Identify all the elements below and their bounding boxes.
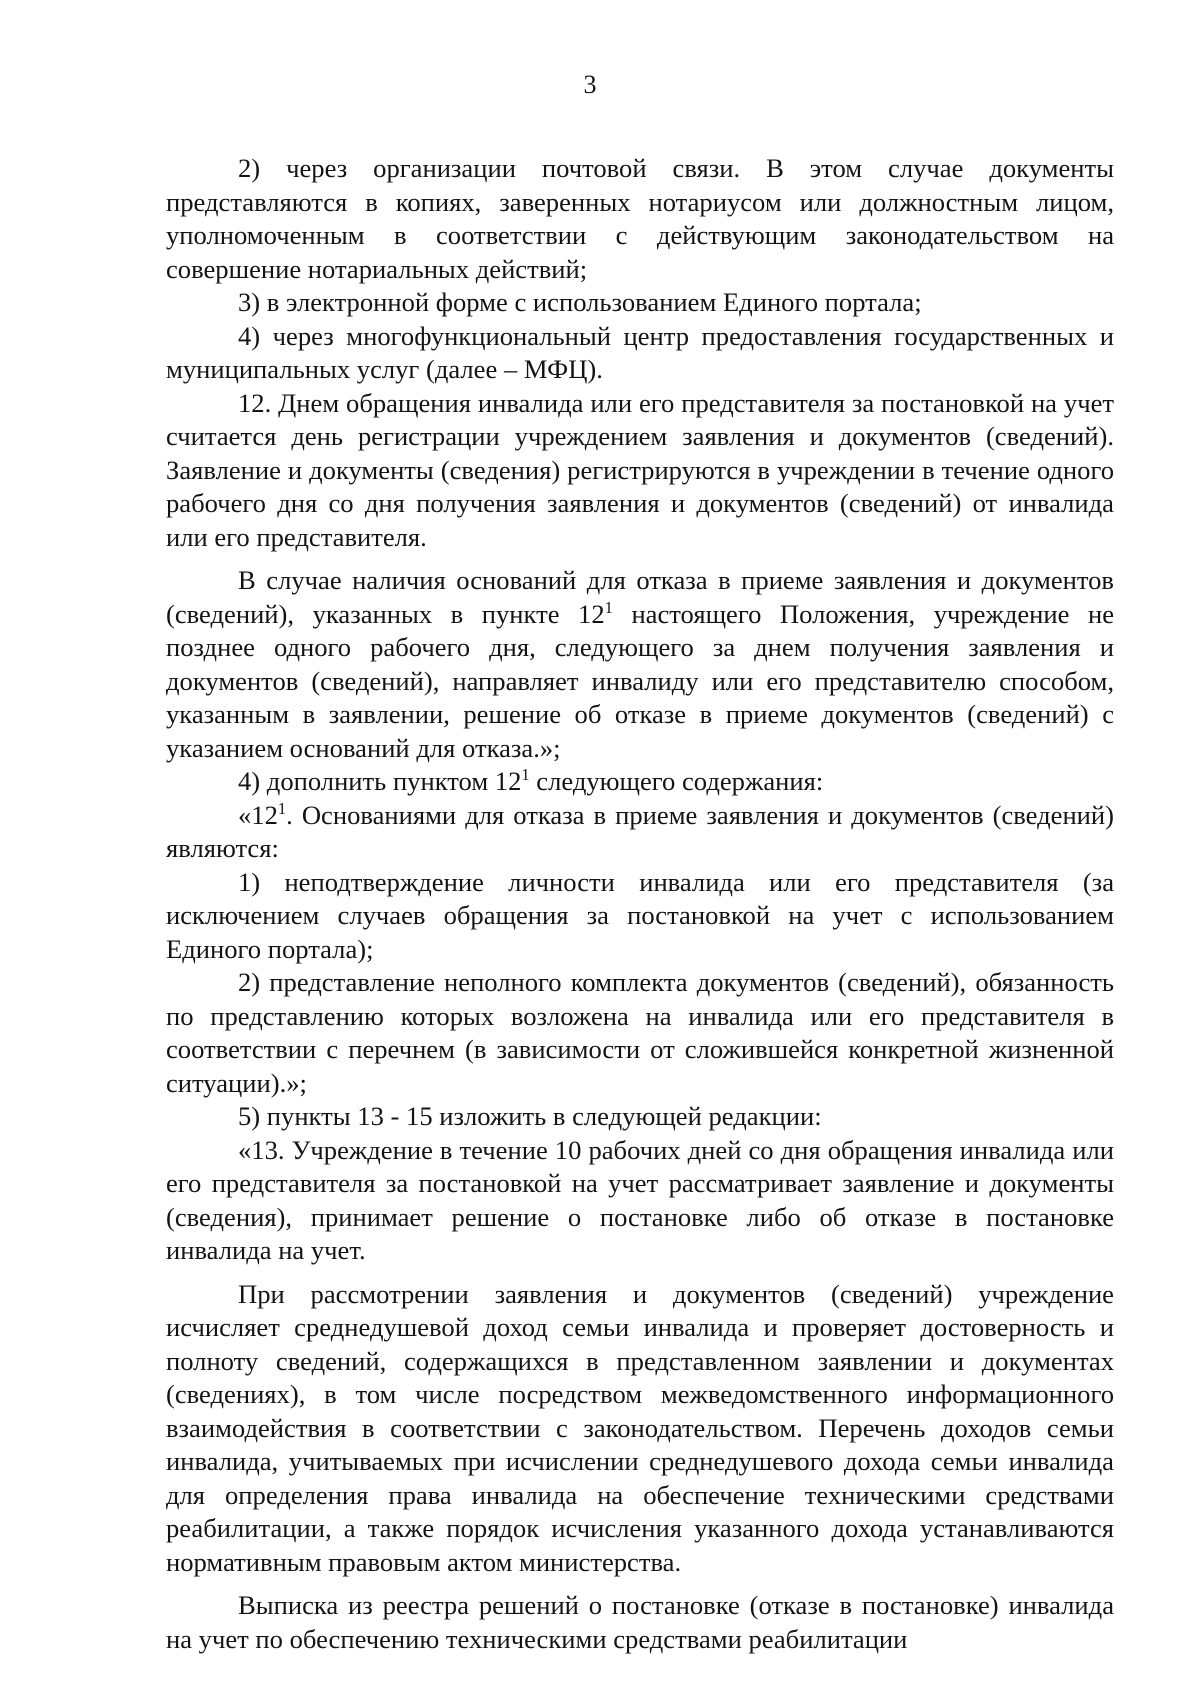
- paragraph-income-review: При рассмотрении заявления и документов (сведений) учреждение исчисляет среднедушевой доход семьи инвалида и проверяет достоверность и полноту сведений, содержащихся в представленном заявлении и документах (сведениях), в том числе посредством межведомственного информационного взаимодействия в соответствии с законодательством. Перечень доходов семьи инвалида, учитываемых при исчислении среднедушевого дохода семьи инвалида для определения права инвалида на обеспечение техническими средствами реабилитации, а также порядок исчисления указанного дохода устанавливаются нормативным правовым актом министерства.: [166, 1278, 1114, 1577]
- text-run: . Основаниями для отказа в приеме заявления и документов (сведений) являются:: [166, 799, 1114, 863]
- text-run: «12: [238, 799, 278, 830]
- paragraph-clause-13: «13. Учреждение в течение 10 рабочих дней со дня обращения инвалида или его представителя за постановкой на учет рассматривает заявление и документы (сведения), принимает решение о постановке либо об отказе в постановке инвалида на учет.: [166, 1134, 1114, 1265]
- paragraph-refusal-notice: [166, 564, 1114, 765]
- paragraph-ground-1: 1) неподтверждение личности инвалида или его представителя (за исключением случаев обращения за постановкой на учет с использованием Единого портала);: [166, 866, 1114, 964]
- superscript: 1: [521, 764, 530, 784]
- paragraph-ground-2: 2) представление неполного комплекта документов (сведений), обязанность по представлению которых возложена на инвалида или его представителя в соответствии с перечнем (в зависимости от сложившейся конкретной жизненной ситуации).»;: [166, 967, 1114, 1098]
- text-run: В случае наличия оснований для отказа в приеме заявления и документов (сведений), указанных в пункте 12: [166, 565, 1114, 629]
- superscript: 1: [277, 798, 287, 818]
- paragraph-registry-extract: Выписка из реестра решений о постановке (отказе в постановке) инвалида на учет по обеспечению техническими средствами реабилитации: [166, 1590, 1114, 1654]
- paragraph-clause-12: 12. Днем обращения инвалида или его представителя за постановкой на учет считается день регистрации учреждением заявления и документов (сведений). Заявление и документы (сведения) регистрируются в учреждении в течение одного рабочего дня со дня получения заявления и документов (сведений) от инвалида или его представителя.: [166, 387, 1114, 552]
- paragraph-item-4-mfc: 4) через многофункциональный центр предоставления государственных и муниципальных услуг (далее – МФЦ).: [166, 320, 1114, 384]
- page-number: 3: [583, 70, 597, 99]
- paragraph-item-3-electronic: 3) в электронной форме с использованием Единого портала;: [238, 287, 922, 317]
- text-run: 4) дополнить пунктом 12: [238, 766, 522, 796]
- paragraph-amendment-4: [166, 765, 1114, 799]
- text-run: настоящего Положения, учреждение не позднее одного рабочего дня, следующего за днем получения заявления и документов (сведений), направляет инвалиду или его представителю способом, указанным в заявлении, решение об отказе в приеме документов (сведений) с указанием оснований для отказа.»;: [166, 598, 1115, 763]
- superscript: 1: [604, 597, 613, 617]
- paragraph-amendment-5: 5) пункты 13 - 15 изложить в следующей редакции:: [238, 1101, 822, 1131]
- paragraph-item-2-postal: 2) через организации почтовой связи. В этом случае документы представляются в копиях, заверенных нотариусом или должностным лицом, уполномоченным в соответствии с действующим законодательством на совершение нотариальных действий;: [166, 153, 1114, 284]
- text-run: следующего содержания:: [529, 766, 824, 796]
- paragraph-clause-12-1: [166, 799, 1114, 866]
- document-body: [166, 152, 1114, 1656]
